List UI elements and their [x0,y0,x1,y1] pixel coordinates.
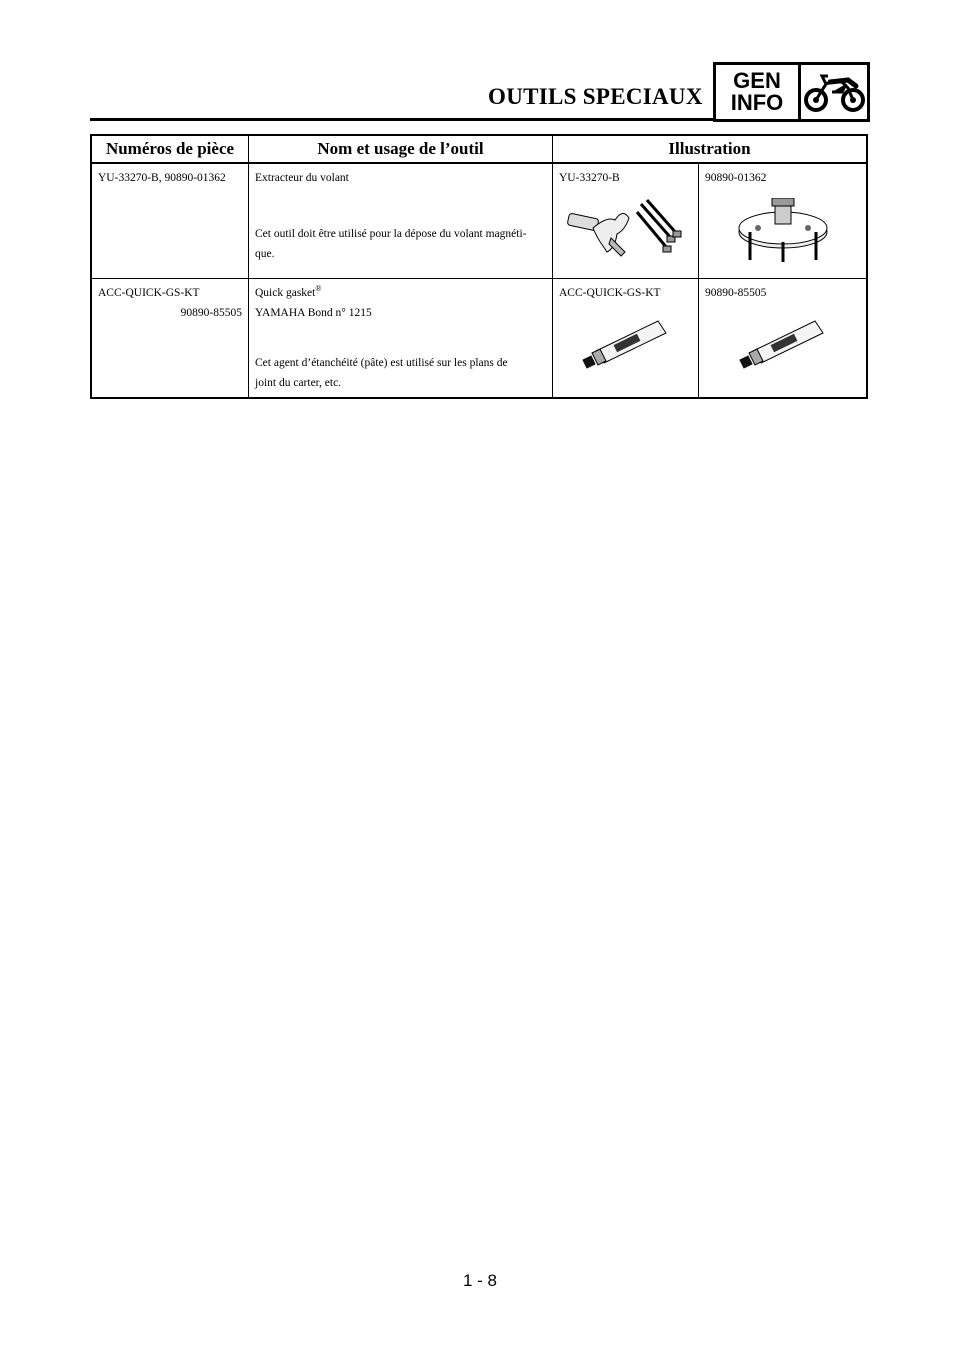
tool-usage-2: joint du carter, etc. [255,376,342,389]
tool-usage: Cet outil doit être utilisé pour la dépose du volant magnéti- [255,228,527,240]
sealant-tube-icon [578,313,673,373]
part-numbers-2: 90890-85505 [180,306,242,319]
tool-usage-2: que. [255,248,275,260]
badge-bike-cell [801,65,867,119]
illustration-label: YU-33270-B [559,172,620,184]
part-numbers-cell [91,163,249,278]
header-tool-name: Nom et usage de l’outil [249,135,553,163]
header-illustration: Illustration [553,135,868,163]
table-row [91,163,867,278]
part-numbers-cell [91,278,249,398]
tool-name: Extracteur du volant [255,172,349,184]
illustration-label: ACC-QUICK-GS-KT [559,286,661,299]
illustration-left-cell [553,163,699,278]
badge-line-2: INFO [730,90,784,115]
page-title: OUTILS SPECIAUX [488,84,703,109]
tool-name-cell [249,163,553,278]
badge-text [716,65,801,119]
illustration-right-cell [699,163,868,278]
registered-mark: ® [315,283,322,293]
tool-name: Quick gasket® [255,283,322,299]
tool-usage: Cet agent d’étanchéité (pâte) est utilisé sur les plans de [255,356,508,369]
badge-line-1: GEN [733,68,781,93]
header-part-numbers: Numéros de pièce [91,135,249,163]
header-rule [90,118,714,121]
flywheel-puller-set-icon [563,198,688,260]
page-number: 1 - 8 [462,1271,498,1290]
sealant-tube-icon [735,313,830,373]
tool-name-cell [249,278,553,398]
special-tools-table [90,134,868,399]
table-header-row [91,135,867,163]
illustration-label: 90890-01362 [705,172,767,184]
flywheel-puller-icon [728,198,838,264]
motorcycle-icon [802,70,866,114]
section-badge [713,62,870,122]
illustration-right-cell [699,278,868,398]
table-row [91,278,867,398]
illustration-left-cell [553,278,699,398]
illustration-label: 90890-85505 [705,286,767,299]
part-numbers: YU-33270-B, 90890-01362 [98,172,226,184]
tool-name-2: YAMAHA Bond n° 1215 [255,306,372,319]
part-numbers: ACC-QUICK-GS-KT [98,286,200,299]
